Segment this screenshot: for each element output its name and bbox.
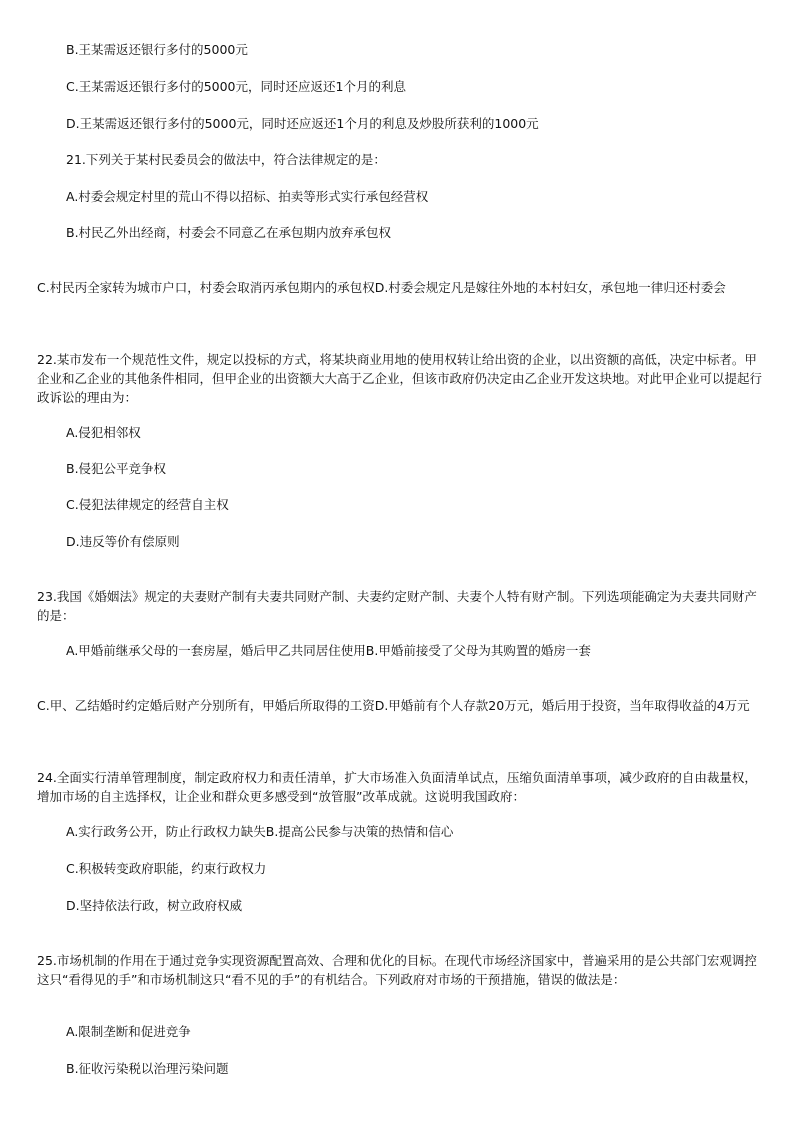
option-c-q22: C.侵犯法律规定的经营自主权 xyxy=(66,497,229,512)
option-c-q24: C.积极转变政府职能，约束行政权力 xyxy=(66,861,267,876)
option-d-q24: D.坚持依法行政，树立政府权威 xyxy=(66,898,243,913)
option-b-q20: B.王某需返还银行多付的5000元 xyxy=(66,42,248,57)
question-23: 23.我国《婚姻法》规定的夫妻财产制有夫妻共同财产制、夫妻约定财产制、夫妻个人特有财产制。下列选项能确定为夫妻共同财产的是： xyxy=(37,589,757,623)
question-25: 25.市场机制的作用在于通过竞争实现资源配置高效、合理和优化的目标。在现代市场经济国家中，普遍采用的是公共部门宏观调控这只“看得见的手”和市场机制这只“看不见的手”的有机结合。下列政府对市场的干预措施，错误的做法是： xyxy=(37,953,757,987)
options-a-b-q23: A.甲婚前继承父母的一套房屋，婚后甲乙共同居住使用B.甲婚前接受了父母为其购置的婚房一套 xyxy=(66,643,591,658)
option-a-q22: A.侵犯相邻权 xyxy=(66,425,141,440)
option-d-q22: D.违反等价有偿原则 xyxy=(66,534,180,549)
question-24: 24.全面实行清单管理制度，制定政府权力和责任清单，扩大市场准入负面清单试点，压缩负面清单事项，减少政府的自由裁量权，增加市场的自主选择权，让企业和群众更多感受到“放管服”改革成就。这说明我国政府： xyxy=(37,770,757,804)
option-a-q21: A.村委会规定村里的荒山不得以招标、拍卖等形式实行承包经营权 xyxy=(66,189,429,204)
option-d-q20: D.王某需返还银行多付的5000元，同时还应返还1个月的利息及炒股所获利的1000元 xyxy=(66,116,539,131)
options-c-d-q21: C.村民丙全家转为城市户口，村委会取消丙承包期内的承包权D.村委会规定凡是嫁往外地的本村妇女，承包地一律归还村委会 xyxy=(37,280,726,295)
option-a-q25: A.限制垄断和促进竞争 xyxy=(66,1024,191,1039)
option-b-q22: B.侵犯公平竞争权 xyxy=(66,461,167,476)
option-b-q21: B.村民乙外出经商，村委会不同意乙在承包期内放弃承包权 xyxy=(66,225,392,240)
question-22: 22.某市发布一个规范性文件，规定以投标的方式，将某块商业用地的使用权转让给出资的企业，以出资额的高低，决定中标者。甲企业和乙企业的其他条件相同，但甲企业的出资额大大高于乙企业，但该市政府仍决定由乙企业开发这块地。对此甲企业可以提起行政诉讼的理由为： xyxy=(37,352,763,405)
options-a-b-q24: A.实行政务公开，防止行政权力缺失B.提高公民参与决策的热情和信心 xyxy=(66,824,454,839)
question-21: 21.下列关于某村民委员会的做法中，符合法律规定的是： xyxy=(66,152,386,167)
option-b-q25: B.征收污染税以治理污染问题 xyxy=(66,1061,229,1076)
options-c-d-q23: C.甲、乙结婚时约定婚后财产分别所有，甲婚后所取得的工资D.甲婚前有个人存款20万元，婚后用于投资，当年取得收益的4万元 xyxy=(37,698,750,713)
option-c-q20: C.王某需返还银行多付的5000元，同时还应返还1个月的利息 xyxy=(66,79,406,94)
